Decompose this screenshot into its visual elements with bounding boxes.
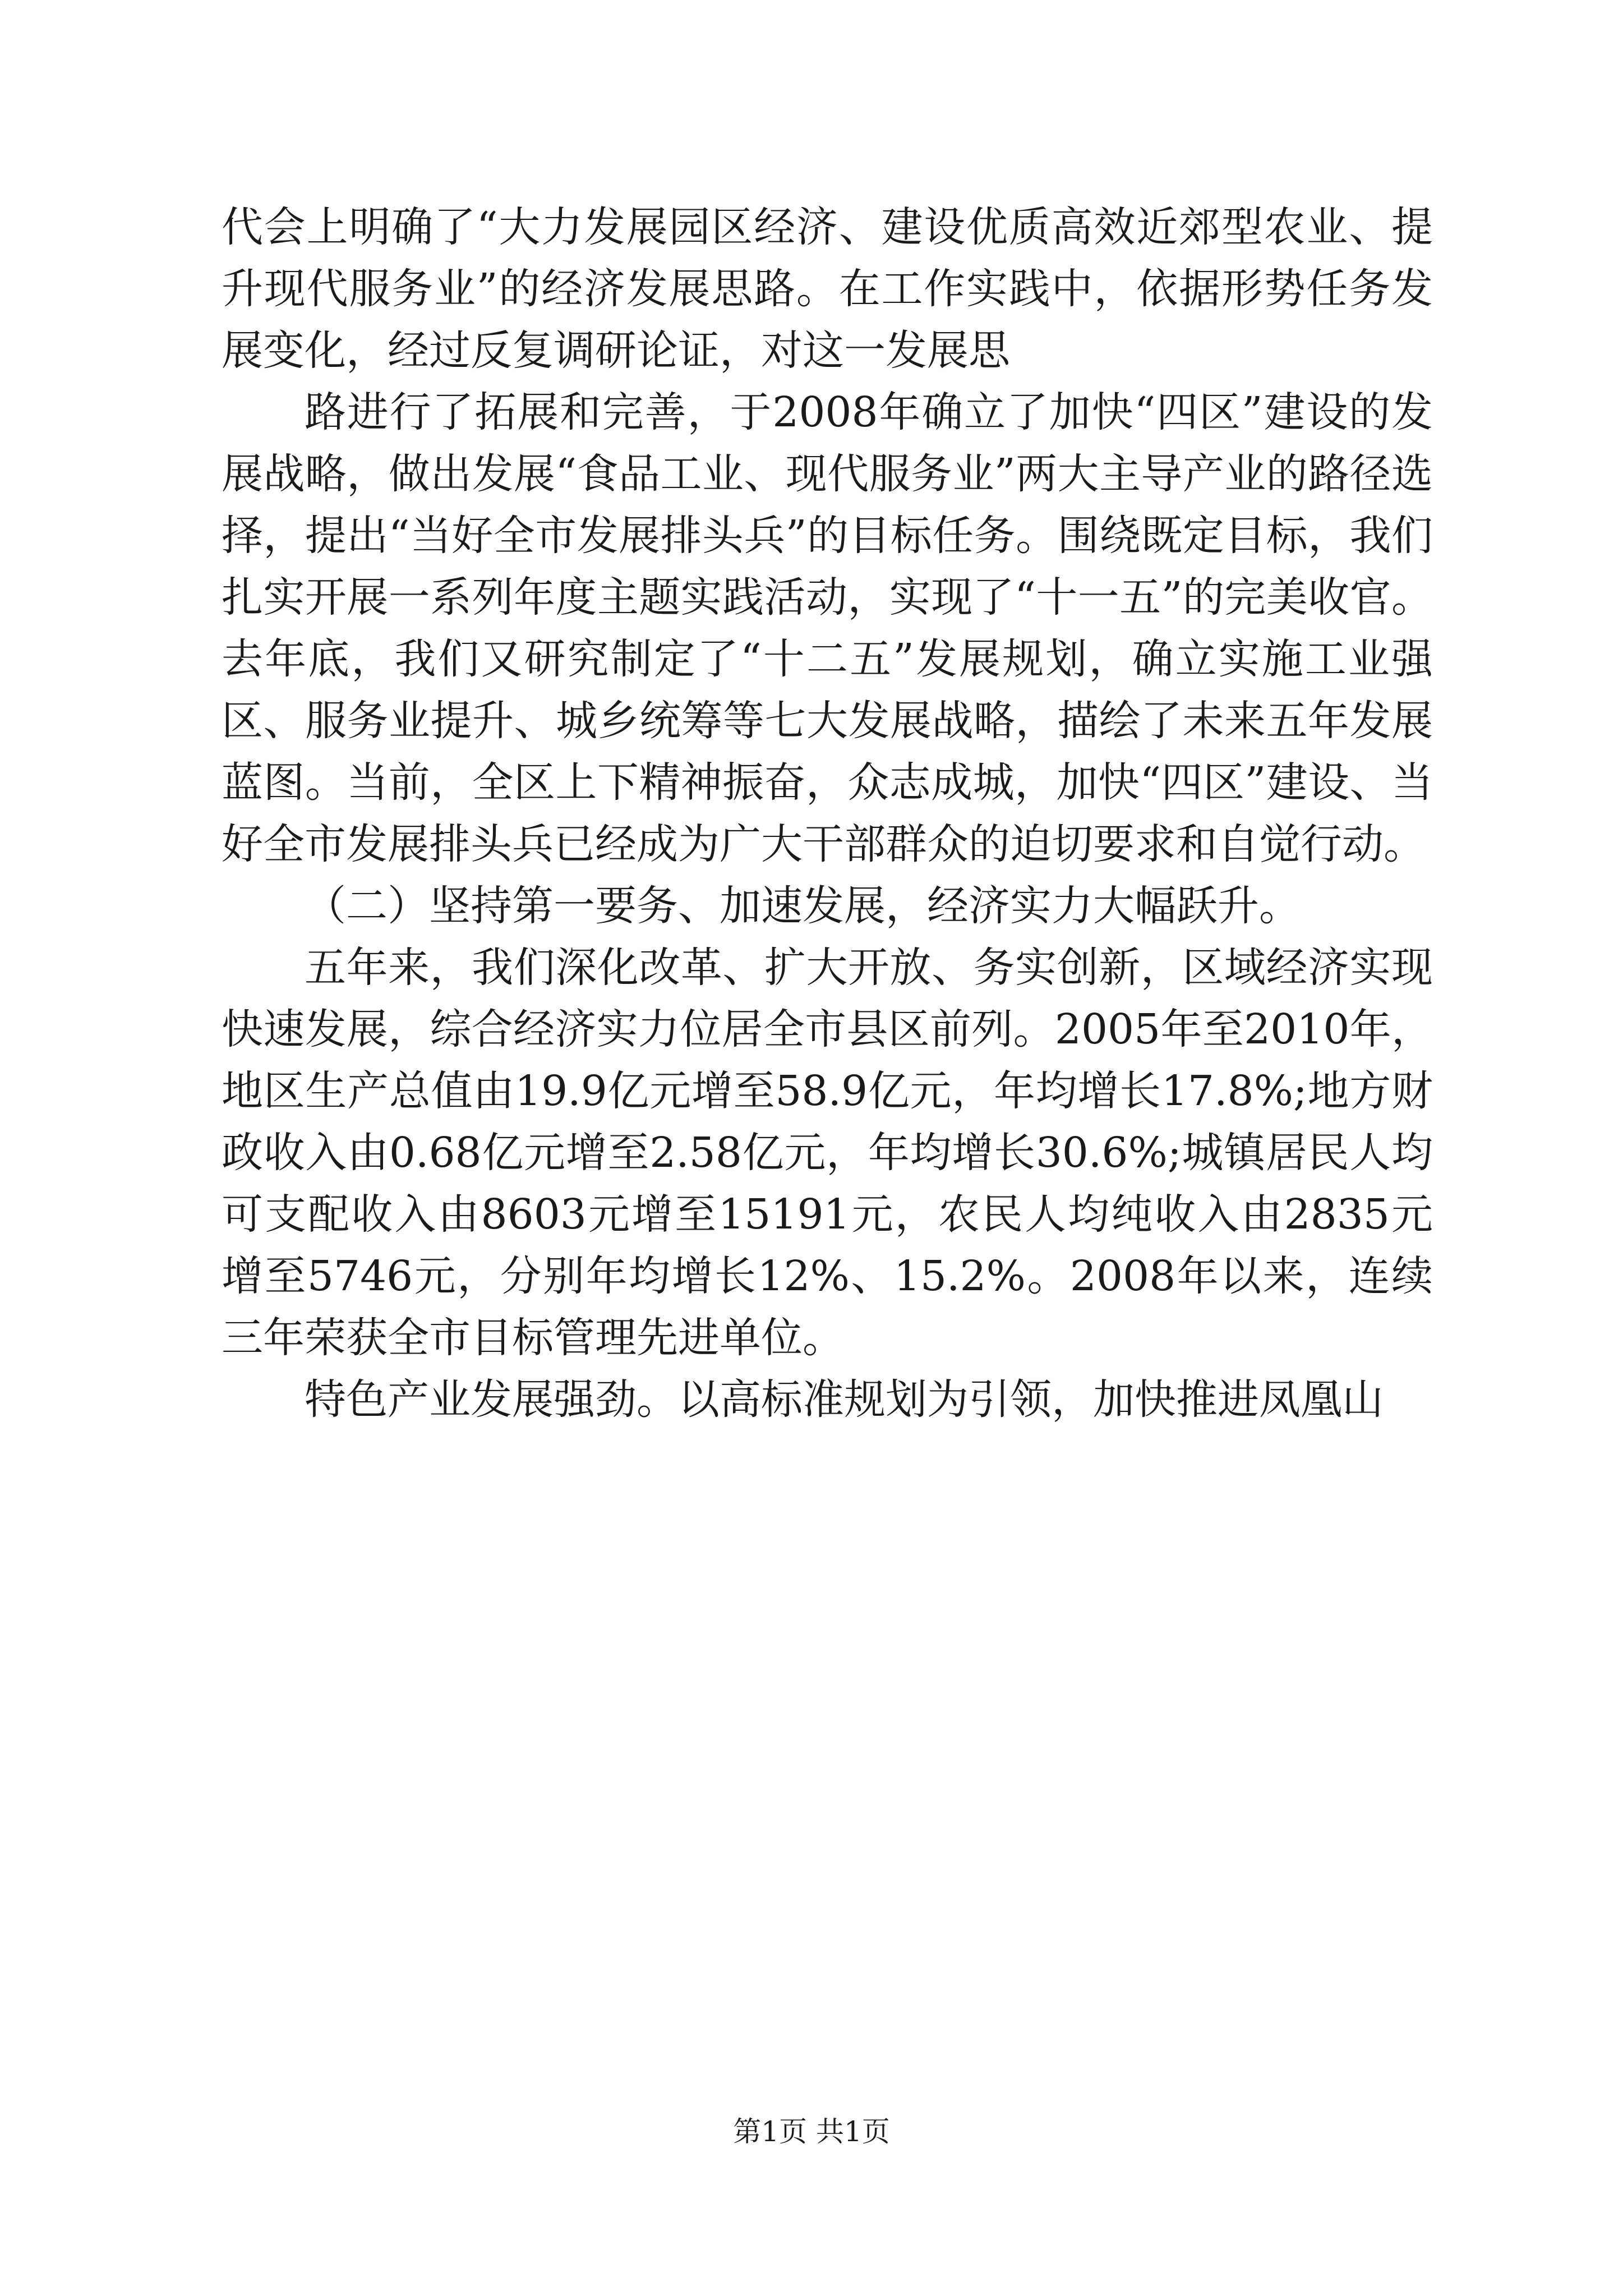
paragraph-1: 代会上明确了“大力发展园区经济、建设优质高效近郊型农业、提升现代服务业”的经济发展思路。在工作实践中，依据形势任务发展变化，经过反复调研论证，对这一发展思 [222,203,1433,375]
paragraph-2: 路进行了拓展和完善，于2008年确立了加快“四区”建设的发展战略，做出发展“食品工业、现代服务业”两大主导产业的路径选择，提出“当好全市发展排头兵”的目标任务。围绕既定目标，我们扎实开展一系列年度主题实践活动，实现了“十一五”的完美收官。去年底，我们又研究制定了“十二五”发展规划，确立实施工业强区、服务业提升、城乡统筹等七大发展战略，描绘了未来五年发展蓝图。当前，全区上下精神振奋，众志成城，加快“四区”建设、当好全市发展排头兵已经成为广大干部群众的迫切要求和自觉行动。 [222,388,1433,868]
section-heading: （二）坚持第一要务、加速发展，经济实力大幅跃升。 [305,882,1301,930]
paragraph-4: 特色产业发展强劲。以高标准规划为引领，加快推进凤凰山 [305,1375,1384,1424]
paragraph-3: 五年来，我们深化改革、扩大开放、务实创新，区域经济实现快速发展，综合经济实力位居全市县区前列。2005年至2010年，地区生产总值由19.9亿元增至58.9亿元，年均增长17.8%;地方财政收入由0.68亿元增至2.58亿元，年均增长30.6%;城镇居民人均可支配收入由8603元增至15191元，农民人均纯收入由2835元增至5746元，分别年均增长12%、15.2%。2008年以来，连续三年荣获全市目标管理先进单位。 [222,944,1433,1362]
document-body [222,196,1433,1430]
page-number-label: 第1页 共1页 [733,2115,890,2148]
page-footer [0,2112,1623,2151]
